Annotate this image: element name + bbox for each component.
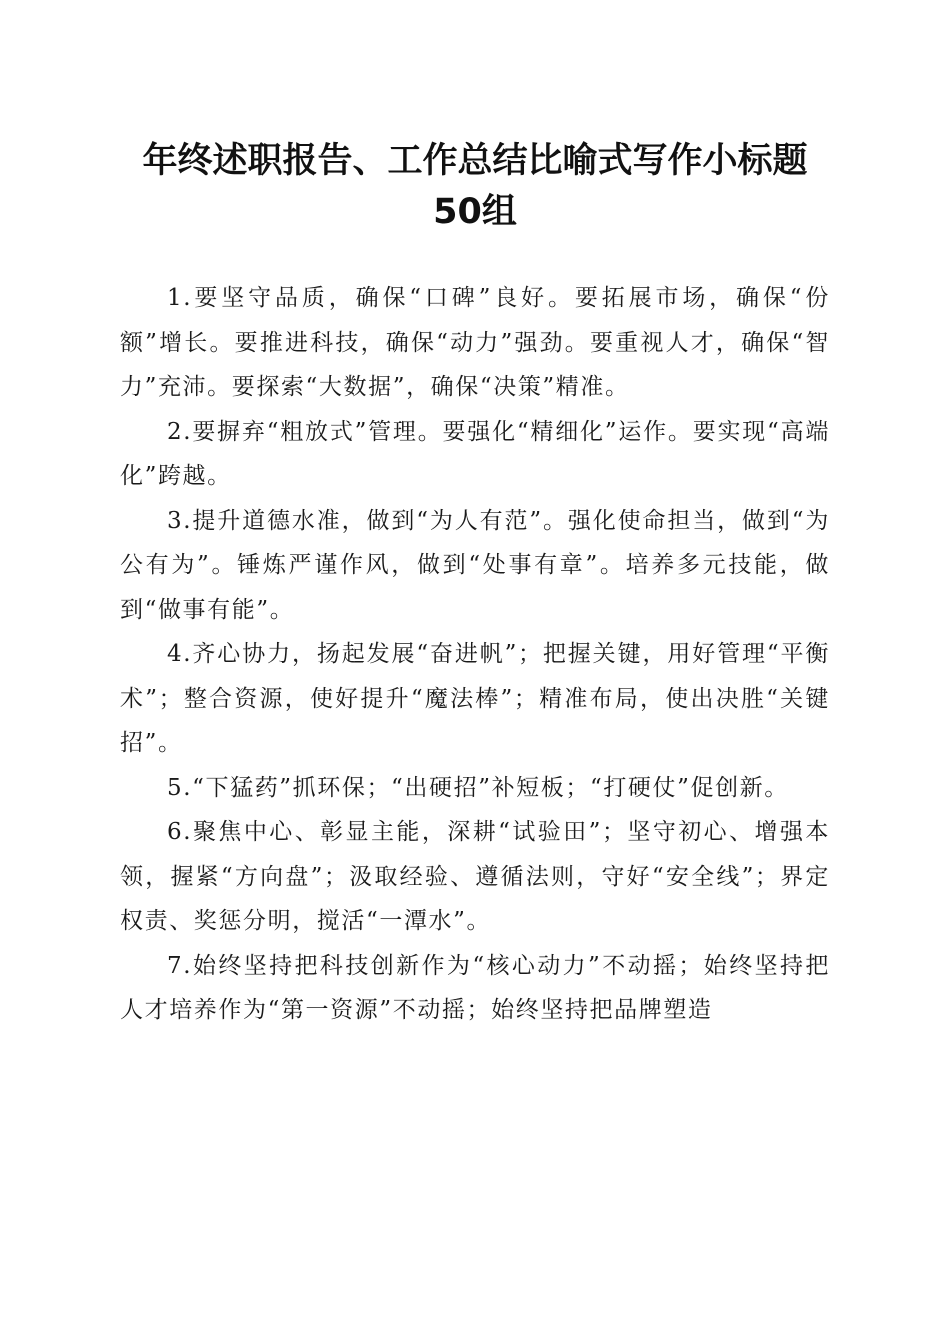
paragraph-1: 1.要坚守品质，确保“口碑”良好。要拓展市场，确保“份额”增长。要推进科技，确保“动力”强劲。要重视人才，确保“智力”充沛。要探索“大数据”，确保“决策”精准。 (120, 285, 830, 400)
paragraph-4: 4.齐心协力，扬起发展“奋进帆”；把握关键，用好管理“平衡术”；整合资源，使好提升“魔法棒”；精准布局，使出决胜“关键招”。 (120, 641, 830, 756)
document-title (100, 136, 850, 238)
title-line-2: 50组 (433, 192, 517, 232)
paragraph-5: 5.“下猛药”抓环保；“出硬招”补短板；“打硬仗”促创新。 (167, 774, 789, 801)
paragraph-7: 7.始终坚持把科技创新作为“核心动力”不动摇；始终坚持把人才培养作为“第一资源”不动摇；始终坚持把品牌塑造 (120, 952, 830, 1023)
title-line-1: 年终述职报告、工作总结比喻式写作小标题 (142, 141, 808, 181)
paragraph-3: 3.提升道德水准，做到“为人有范”。强化使命担当，做到“为公有为”。锤炼严谨作风，做到“处事有章”。培养多元技能，做到“做事有能”。 (120, 507, 830, 623)
paragraph-2: 2.要摒弃“粗放式”管理。要强化“精细化”运作。要实现“高端化”跨越。 (120, 418, 830, 489)
paragraph-6: 6.聚焦中心、彰显主能，深耕“试验田”；坚守初心、增强本领，握紧“方向盘”；汲取经验、遵循法则，守好“安全线”；界定权责、奖惩分明，搅活“一潭水”。 (120, 819, 830, 934)
document-body (120, 276, 830, 1033)
